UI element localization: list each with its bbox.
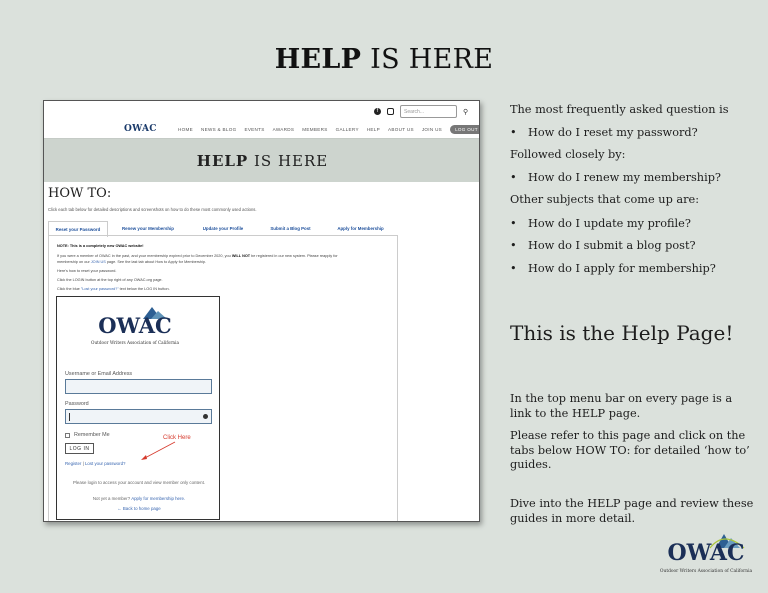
nav-awards[interactable]: AWARDS [272, 127, 295, 132]
paragraph-tabs: Please refer to this page and click on the tabs below HOW TO: for detailed ‘how to’ guides. [510, 429, 750, 471]
arrow-annotation-icon [139, 441, 189, 463]
faq-item: • How do I apply for membership? [510, 262, 716, 275]
faq-item: • How do I update my profile? [510, 217, 691, 230]
svg-text:Outdoor Writers Association of: Outdoor Writers Association of California [91, 340, 179, 345]
register-link[interactable]: Register [65, 461, 82, 466]
nav-home[interactable]: HOME [178, 127, 193, 132]
page-title: HELP IS HERE [274, 44, 494, 75]
remember-checkbox[interactable] [65, 433, 70, 438]
eye-icon[interactable] [203, 414, 208, 419]
not-member-text: Not yet a member? Apply for membership here. [92, 496, 186, 501]
howto-heading: HOW TO: [48, 186, 112, 201]
paragraph-dive: Dive into the HELP page and review these guides in more detail. [510, 497, 754, 525]
owac-brand-logo [658, 528, 754, 580]
howto-description: Click each tab below for detailed descriptions and screenshots on how to do these most commonly used actions. [48, 207, 257, 212]
username-label: Username or Email Address [65, 371, 133, 377]
info-line-3: Here's how to reset your password. [57, 269, 117, 273]
banner-title: HELP IS HERE [196, 152, 329, 170]
owac-logo-icon [85, 305, 185, 349]
svg-text:OWAC: OWAC [98, 313, 172, 338]
top-utility-bar [374, 105, 468, 118]
remember-label: Remember Me [74, 432, 110, 438]
note-line: NOTE: This is a completely new OWAC website! [57, 244, 144, 248]
search-input[interactable]: Search... [400, 105, 457, 118]
nav-events[interactable]: EVENTS [244, 127, 265, 132]
intro-text: The most frequently asked question is [510, 103, 729, 116]
logout-button[interactable]: LOG OUT [450, 125, 480, 134]
login-info-text: Please login to access your account and view member only content. [72, 480, 206, 485]
page-banner [44, 138, 480, 182]
website-screenshot [43, 100, 480, 522]
svg-text:Outdoor Writers Association of: Outdoor Writers Association of California [659, 569, 753, 574]
svg-text:OWAC: OWAC [667, 540, 745, 566]
help-page-heading: This is the Help Page! [510, 321, 734, 345]
nav-gallery[interactable]: GALLERY [335, 127, 359, 132]
lost-password-link[interactable]: Lost your password? [84, 461, 126, 466]
info-line-5: Click the blue "Lost your password?" text below the LOG IN button. [57, 287, 170, 291]
login-button[interactable]: LOG IN [65, 443, 94, 454]
tab-renew-membership[interactable]: Renew your Membership [122, 226, 174, 231]
info-line-1: If you were a member of OWAC in the past, and your membership expired prior to December 2020, you WILL NOT be registered in our new system. Please reapply for [57, 254, 338, 258]
main-nav [178, 125, 480, 134]
search-icon[interactable]: ⚲ [463, 108, 469, 116]
site-logo[interactable]: OWAC [124, 124, 157, 134]
apply-link[interactable]: Apply for membership here. [131, 496, 186, 501]
tab-submit-blog-post[interactable]: Submit a Blog Post [270, 226, 311, 231]
faq-item: • How do I reset my password? [510, 126, 698, 139]
join-us-link[interactable]: JOIN US [90, 260, 106, 264]
password-label: Password [65, 401, 89, 407]
nav-about-us[interactable]: ABOUT US [388, 127, 414, 132]
facebook-icon[interactable]: f [374, 108, 381, 115]
faq-item: • How do I renew my membership? [510, 171, 721, 184]
nav-members[interactable]: MEMBERS [302, 127, 328, 132]
click-here-annotation: Click Here [163, 435, 191, 441]
password-field[interactable] [65, 409, 212, 424]
login-form-screenshot [56, 296, 220, 520]
tab-apply-membership[interactable]: Apply for Membership [337, 226, 384, 231]
followed-text: Followed closely by: [510, 148, 626, 161]
nav-news-blog[interactable]: NEWS & BLOG [200, 127, 237, 132]
faq-item: • How do I submit a blog post? [510, 239, 696, 252]
other-subjects-text: Other subjects that come up are: [510, 193, 700, 206]
paragraph-menu: In the top menu bar on every page is a link to the HELP page. [510, 392, 733, 420]
back-home-link[interactable]: ← Back to home page [117, 506, 161, 511]
username-field[interactable] [65, 379, 212, 394]
nav-join-us[interactable]: JOIN US [421, 127, 443, 132]
info-line-4: Click the LOGIN button at the top right of any OWAC.org page. [57, 278, 163, 282]
instagram-icon[interactable] [387, 108, 394, 115]
register-lost-links: Register | Lost your password? [65, 461, 126, 466]
nav-help[interactable]: HELP [366, 127, 381, 132]
info-line-2: membership on our JOIN US page. See the last tab about How to Apply for Membership. [57, 260, 207, 264]
tab-reset-password[interactable]: Reset your Password [48, 221, 108, 237]
tab-update-profile[interactable]: Update your Profile [202, 226, 244, 231]
